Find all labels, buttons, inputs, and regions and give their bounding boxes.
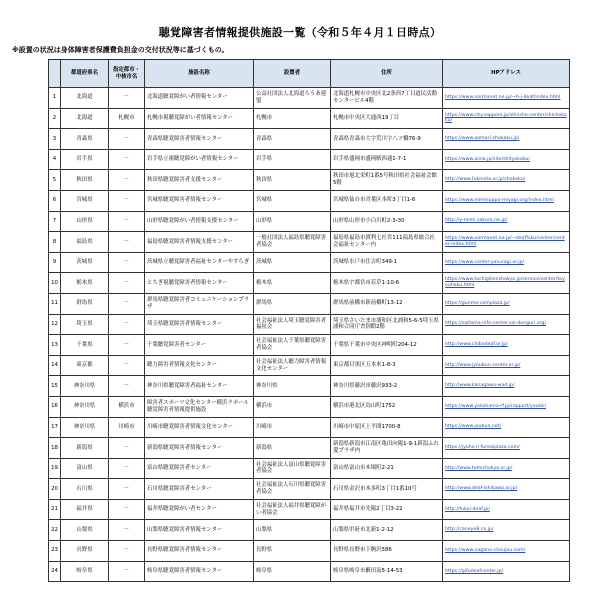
header-facility: 施設名称 <box>145 60 254 88</box>
prefecture-cell: 福島県 <box>61 232 109 253</box>
header-url: HPアドレス <box>443 60 570 88</box>
address-cell: 福井県福井市光陽2丁目3-22 <box>331 499 443 520</box>
prefecture-cell: 岩手県 <box>61 149 109 170</box>
facility-name-cell: 富山県聴覚障害者センター <box>145 458 254 479</box>
facility-name-cell: 新潟県聴覚障害者情報センター <box>145 438 254 459</box>
city-cell: 札幌市 <box>109 108 145 129</box>
city-cell: － <box>109 129 145 150</box>
row-number: 1 <box>49 88 61 109</box>
row-number: 6 <box>49 190 61 211</box>
website-link[interactable]: https://www.joubun.net/ <box>443 417 570 438</box>
row-number: 20 <box>49 479 61 500</box>
address-cell: 茨城県水戸市住吉町349-1 <box>331 252 443 273</box>
table-row <box>49 438 570 459</box>
table-row <box>49 129 570 150</box>
header-operator: 設置者 <box>254 60 331 88</box>
note-text: ※設置の状況は身体障害者保護費負担金の交付状況等に基づくもの。 <box>12 46 229 54</box>
row-number: 2 <box>49 108 61 129</box>
row-number: 16 <box>49 396 61 417</box>
row-number: 18 <box>49 438 61 459</box>
facility-name-cell: 青森県聴覚障害者情報センター <box>145 129 254 150</box>
website-link[interactable]: http://www.jyoubun-center.or.jp/ <box>443 355 570 376</box>
facility-name-cell: 長野県聴覚障害者情報センター <box>145 541 254 562</box>
prefecture-cell: 栃木県 <box>61 273 109 294</box>
facility-name-cell: 神奈川県聴覚障害者福祉センター <box>145 376 254 397</box>
row-number: 5 <box>49 170 61 191</box>
operator-cell: 社会福祉法人石川県聴覚障害者協会 <box>254 479 331 500</box>
website-link[interactable]: http://www.fukinoto.or.jp/chokaku/ <box>443 170 570 191</box>
table-row <box>49 252 570 273</box>
table-row <box>49 88 570 109</box>
city-cell: － <box>109 190 145 211</box>
facility-name-cell: 茨城県立聴覚障害者福祉センターやすらぎ <box>145 252 254 273</box>
row-number: 11 <box>49 293 61 314</box>
city-cell: － <box>109 520 145 541</box>
facility-table <box>48 59 570 582</box>
operator-cell: 岩手県 <box>254 149 331 170</box>
city-cell: － <box>109 211 145 232</box>
row-number: 21 <box>49 499 61 520</box>
operator-cell: 岐阜県 <box>254 561 331 582</box>
facility-name-cell: 埼玉県聴覚障害者情報センター <box>145 314 254 335</box>
table-row <box>49 273 570 294</box>
facility-name-cell: 群馬県聴覚障害者コミュニケーションプラザ <box>145 293 254 314</box>
operator-cell: 秋田県 <box>254 170 331 191</box>
facility-name-cell: 山形県聴覚障がい者情報支援センター <box>145 211 254 232</box>
website-link[interactable]: http://y-mimi.sakura.ne.jp/ <box>443 211 570 232</box>
operator-cell: 公益社団法人北海道ろうあ連盟 <box>254 88 331 109</box>
city-cell: － <box>109 479 145 500</box>
city-cell: － <box>109 170 145 191</box>
row-number: 24 <box>49 561 61 582</box>
website-link[interactable]: http://www.chibadeaf.or.jp/ <box>443 335 570 356</box>
operator-cell: 社会福祉法人福井県聴覚障がい者協会 <box>254 499 331 520</box>
table-row <box>49 458 570 479</box>
prefecture-cell: 岐阜県 <box>61 561 109 582</box>
website-link[interactable]: https://www.mimisuppo-miyagi.org/index.html <box>443 190 570 211</box>
prefecture-cell: 山梨県 <box>61 520 109 541</box>
website-link[interactable]: http://fukui-deaf.jp/ <box>443 499 570 520</box>
facility-name-cell: 千葉聴覚障害者センター <box>145 335 254 356</box>
facility-name-cell: 宮城県聴覚障害者情報センター <box>145 190 254 211</box>
operator-cell: 社会福祉法人富山県聴覚障害者協会 <box>254 458 331 479</box>
website-link[interactable]: https://www.tochigikenshakyo.jp/service/center/toyouhaku.html <box>443 273 570 294</box>
table-row <box>49 396 570 417</box>
table-row <box>49 190 570 211</box>
prefecture-cell: 石川県 <box>61 479 109 500</box>
table-row <box>49 149 570 170</box>
website-link[interactable]: https://gunma-complaza.jp/ <box>443 293 570 314</box>
operator-cell: 札幌市 <box>254 108 331 129</box>
prefecture-cell: 長野県 <box>61 541 109 562</box>
table-row <box>49 355 570 376</box>
address-cell: 埼玉県さいたま市浦和区北浦和5-6-5埼玉県浦和合同庁舎別館2階 <box>331 314 443 335</box>
city-cell: － <box>109 293 145 314</box>
city-cell: － <box>109 541 145 562</box>
website-link[interactable]: https://www.aiina.jp/site/shityokaku/ <box>443 149 570 170</box>
row-number: 17 <box>49 417 61 438</box>
operator-cell: 群馬県 <box>254 293 331 314</box>
address-cell: 岐阜県岐阜市藪田南5-14-53 <box>331 561 443 582</box>
row-number: 10 <box>49 273 61 294</box>
table-row <box>49 376 570 397</box>
facility-name-cell: 福井県聴覚障がい者センター <box>145 499 254 520</box>
row-number: 3 <box>49 129 61 150</box>
header-city: 指定都市・中核市名 <box>109 60 145 88</box>
operator-cell: 山形県 <box>254 211 331 232</box>
prefecture-cell: 神奈川県 <box>61 417 109 438</box>
address-cell: 石川県金沢市本多町3丁目1番10号 <box>331 479 443 500</box>
facility-name-cell: 岩手県立視聴覚障がい者情報センター <box>145 149 254 170</box>
city-cell: 横浜市 <box>109 396 145 417</box>
address-cell: 神奈川県藤沢市藤沢933-2 <box>331 376 443 397</box>
prefecture-cell: 茨城県 <box>61 252 109 273</box>
address-cell: 群馬県前橋市新前橋町13-12 <box>331 293 443 314</box>
address-cell: 秋田市旭北栄町1番5号秋田県社会福祉会館5階 <box>331 170 443 191</box>
row-number: 15 <box>49 376 61 397</box>
row-number: 13 <box>49 335 61 356</box>
address-cell: 新潟県新潟市江南区亀田向陽1-9-1新潟ふれ愛プラザ内 <box>331 438 443 459</box>
website-link[interactable]: https://www.normanet.ne.jp/~deaf%ku/center/center-index.html <box>443 232 570 253</box>
prefecture-cell: 秋田県 <box>61 170 109 191</box>
operator-cell: 横浜市 <box>254 396 331 417</box>
operator-cell: 青森県 <box>254 129 331 150</box>
table-row <box>49 314 570 335</box>
city-cell: － <box>109 252 145 273</box>
operator-cell: 山梨県 <box>254 520 331 541</box>
city-cell: － <box>109 355 145 376</box>
prefecture-cell: 山形県 <box>61 211 109 232</box>
header-prefecture: 都道府県名 <box>61 60 109 88</box>
website-link[interactable]: https://www.nagano-choujou.com/ <box>443 541 570 562</box>
address-cell: 宮城県仙台市青葉区本町3丁目1-6 <box>331 190 443 211</box>
page-title: 聴覚障害者情報提供施設一覧（令和５年４月１日時点） <box>158 26 442 39</box>
website-link[interactable]: https://saitama-info-center.sai-donguri.org/ <box>443 314 570 335</box>
table-row <box>49 232 570 253</box>
website-link[interactable]: https://www.city.sapporo.jp/shinsho-center/shichokaku/ <box>443 108 570 129</box>
table-row <box>49 335 570 356</box>
table-row <box>49 520 570 541</box>
facility-name-cell: 岐阜県聴覚障害者情報センター <box>145 561 254 582</box>
operator-cell: 川崎市 <box>254 417 331 438</box>
prefecture-cell: 福井県 <box>61 499 109 520</box>
website-link[interactable]: http://caneye8.co.jp/ <box>443 520 570 541</box>
city-cell: － <box>109 438 145 459</box>
city-cell: － <box>109 335 145 356</box>
operator-cell: 宮城県 <box>254 190 331 211</box>
table-row <box>49 479 570 500</box>
city-cell: － <box>109 314 145 335</box>
city-cell: － <box>109 88 145 109</box>
facility-name-cell: 山梨県聴覚障害者情報センター <box>145 520 254 541</box>
prefecture-cell: 富山県 <box>61 458 109 479</box>
city-cell: － <box>109 458 145 479</box>
facility-name-cell: 石川県聴覚障害者センター <box>145 479 254 500</box>
address-cell: 岩手県盛岡市盛岡駅西通1-7-1 <box>331 149 443 170</box>
facility-name-cell: 札幌市視聴覚障がい者情報センター <box>145 108 254 129</box>
prefecture-cell: 東京都 <box>61 355 109 376</box>
website-link[interactable]: http://www.deaf-ishikawa.or.jp/ <box>443 479 570 500</box>
prefecture-cell: 北海道 <box>61 108 109 129</box>
row-number: 8 <box>49 232 61 253</box>
operator-cell: 社会福祉法人聴力障害者情報文化センター <box>254 355 331 376</box>
table-row <box>49 541 570 562</box>
address-cell: 青森県青森市大字荒川字八ツ橋76-9 <box>331 129 443 150</box>
facility-name-cell: 秋田県聴覚障害者支援センター <box>145 170 254 191</box>
operator-cell: 社会福祉法人千葉県聴覚障害者協会 <box>254 335 331 356</box>
website-link[interactable]: https://www.center-yasuragi.or.jp/ <box>443 252 570 273</box>
city-cell: － <box>109 499 145 520</box>
operator-cell: 一般社団法人福島県聴覚障害者協会 <box>254 232 331 253</box>
address-cell: 長野県長野市下駒沢586 <box>331 541 443 562</box>
website-link[interactable]: http://www.kanagawa-wad.jp/ <box>443 376 570 397</box>
row-number: 7 <box>49 211 61 232</box>
city-cell: － <box>109 232 145 253</box>
facility-name-cell: 聴力障害者情報文化センター <box>145 355 254 376</box>
prefecture-cell: 神奈川県 <box>61 396 109 417</box>
row-number: 12 <box>49 314 61 335</box>
website-link[interactable]: https://www.normanet.ne.jp/~h-j-deaf/index.html <box>443 88 570 109</box>
address-cell: 東京都目黒区五本木1-8-3 <box>331 355 443 376</box>
header-address: 住所 <box>331 60 443 88</box>
facility-name-cell: 福島県聴覚障害者情報支援センター <box>145 232 254 253</box>
operator-cell: 栃木県 <box>254 273 331 294</box>
prefecture-cell: 埼玉県 <box>61 314 109 335</box>
prefecture-cell: 群馬県 <box>61 293 109 314</box>
facility-name-cell: とちぎ視聴覚障害者情報センター <box>145 273 254 294</box>
address-cell: 富山県富山市木場町2-21 <box>331 458 443 479</box>
address-cell: 栃木県宇都宮市若草1-10-6 <box>331 273 443 294</box>
facility-name-cell: 川崎市聴覚障害者情報文化センター <box>145 417 254 438</box>
operator-cell: 社会福祉法人埼玉聴覚障害者福祉会 <box>254 314 331 335</box>
address-cell: 北海道札幌市中央区北2条西7丁目道民活動センタービル4階 <box>331 88 443 109</box>
row-number: 14 <box>49 355 61 376</box>
address-cell: 川崎市中原区上平間1700-8 <box>331 417 443 438</box>
city-cell: 川崎市 <box>109 417 145 438</box>
website-link[interactable]: https://www.yokohama-rf.jp/rapport/youtei/ <box>443 396 570 417</box>
table-row <box>49 108 570 129</box>
address-cell: 横浜市港北区鳥山町1752 <box>331 396 443 417</box>
address-cell: 千葉県千葉市中央区神明町204-12 <box>331 335 443 356</box>
website-link[interactable]: https://www.aomori-chokaku.jp/ <box>443 129 570 150</box>
operator-cell: 新潟県 <box>254 438 331 459</box>
table-row <box>49 211 570 232</box>
city-cell: － <box>109 561 145 582</box>
table-row <box>49 561 570 582</box>
city-cell: － <box>109 376 145 397</box>
city-cell: － <box>109 273 145 294</box>
address-cell: 山梨県甲府市北新1-2-12 <box>331 520 443 541</box>
prefecture-cell: 宮城県 <box>61 190 109 211</box>
table-row <box>49 499 570 520</box>
website-link[interactable]: https://jyoho.n-fureaiplaza.com/ <box>443 438 570 459</box>
row-number: 19 <box>49 458 61 479</box>
row-number: 22 <box>49 520 61 541</box>
address-cell: 福島県福島市渡利七社宮111福島県総合社会福祉センター内 <box>331 232 443 253</box>
row-number: 4 <box>49 149 61 170</box>
prefecture-cell: 北海道 <box>61 88 109 109</box>
prefecture-cell: 神奈川県 <box>61 376 109 397</box>
table-row <box>49 417 570 438</box>
operator-cell: 茨城県 <box>254 252 331 273</box>
table-header-row <box>49 60 570 88</box>
row-number: 23 <box>49 541 61 562</box>
city-cell: － <box>109 149 145 170</box>
facility-name-cell: 障害者スポーツ文化センター横浜ラポール聴覚障害者情報提供施設 <box>145 396 254 417</box>
website-link[interactable]: http://www.tomichokyo.or.jp/ <box>443 458 570 479</box>
operator-cell: 神奈川県 <box>254 376 331 397</box>
prefecture-cell: 新潟県 <box>61 438 109 459</box>
prefecture-cell: 青森県 <box>61 129 109 150</box>
row-number: 9 <box>49 252 61 273</box>
prefecture-cell: 千葉県 <box>61 335 109 356</box>
table-row <box>49 170 570 191</box>
table-row <box>49 293 570 314</box>
operator-cell: 長野県 <box>254 541 331 562</box>
address-cell: 山形県山形市小白川町2-3-30 <box>331 211 443 232</box>
address-cell: 札幌市中央区大通西19丁目 <box>331 108 443 129</box>
website-link[interactable]: https://gifudeafcenter.jp/ <box>443 561 570 582</box>
facility-name-cell: 北海道聴覚障がい者情報センター <box>145 88 254 109</box>
header-no <box>49 60 61 88</box>
